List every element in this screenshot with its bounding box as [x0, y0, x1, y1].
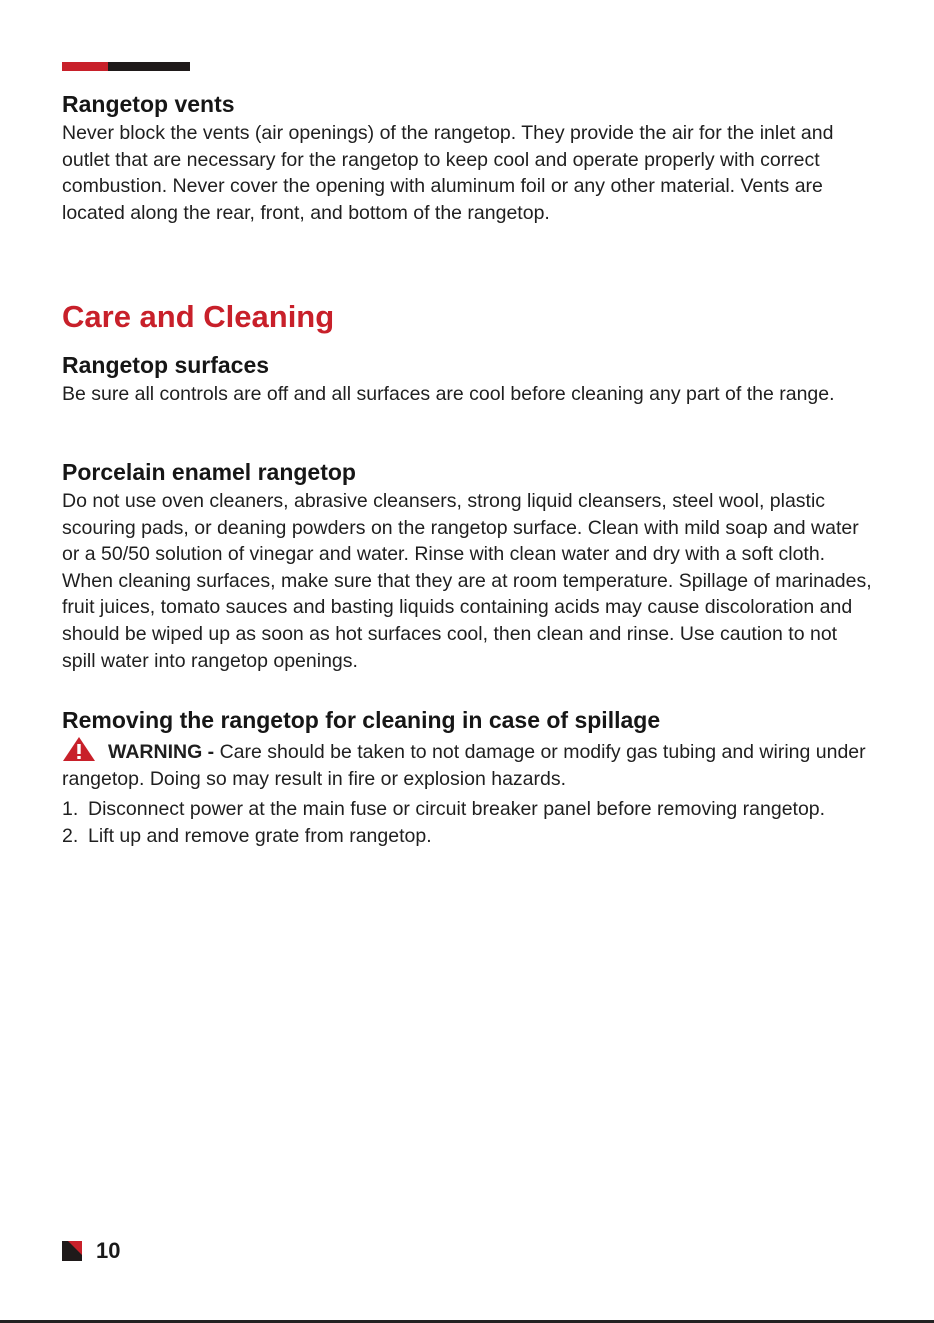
section-rangetop-surfaces	[62, 349, 872, 408]
paragraph-porcelain-1: Do not use oven cleaners, abrasive cleansers, strong liquid cleansers, steel wool, plastic scouring pads, or deaning powders on the rangetop surface. Clean with mild soap and water or a 50/50 solution of vinegar and water. Rinse with clean water and dry with a soft cloth.	[62, 489, 859, 566]
heading-rangetop-surfaces: Rangetop surfaces	[62, 352, 270, 379]
page-content	[62, 88, 872, 850]
section-porcelain-enamel	[62, 456, 872, 674]
warning-triangle-icon	[62, 736, 96, 762]
header-accent-bar	[62, 62, 190, 71]
list-item-step-2	[62, 823, 872, 850]
heading-rangetop-vents: Rangetop vents	[62, 91, 235, 117]
page-number: 10	[96, 1238, 121, 1263]
section-removing-rangetop	[62, 704, 872, 849]
warning-text: Care should be taken to not damage or modify gas tubing and wiring under rangetop. Doing so may result in fire or explosion hazards.	[62, 741, 866, 790]
section-title-care-cleaning: Care and Cleaning	[62, 299, 335, 335]
list-item-step-1	[62, 796, 872, 823]
section-rangetop-vents	[62, 88, 872, 226]
brand-logo-icon	[62, 1241, 82, 1261]
warning-paragraph	[62, 736, 872, 792]
heading-removing-rangetop: Removing the rangetop for cleaning in case of spillage	[62, 707, 661, 734]
paragraph-rangetop-surfaces: Be sure all controls are off and all surfaces are cool before cleaning any part of the range.	[62, 383, 835, 406]
step-text: Lift up and remove grate from rangetop.	[88, 824, 432, 847]
heading-porcelain-enamel: Porcelain enamel rangetop	[62, 458, 356, 485]
step-number: 1.	[62, 798, 79, 821]
paragraph-rangetop-vents: Never block the vents (air openings) of the rangetop. They provide the air for the inlet and outlet that are necessary for the rangetop to keep cool and operate properly with correct combustion. Never cover the opening with aluminum foil or any other material. Vents are located along the rear, front, and bottom of the rangetop.	[62, 122, 834, 224]
step-number: 2.	[62, 824, 79, 847]
step-text: Disconnect power at the main fuse or circuit breaker panel before removing rangetop.	[88, 798, 826, 821]
steps-list	[62, 796, 872, 849]
warning-label: WARNING -	[108, 741, 215, 764]
paragraph-porcelain-2: When cleaning surfaces, make sure that they are at room temperature. Spillage of marinades, fruit juices, tomato sauces and basting liquids containing acids may cause discoloration and should be wiped up as soon as hot surfaces cool, then clean and rinse. Use caution to not spill water into rangetop openings.	[62, 569, 872, 672]
accent-bar-red	[62, 62, 108, 71]
page-footer	[62, 1238, 120, 1264]
accent-bar-dark	[108, 62, 190, 71]
